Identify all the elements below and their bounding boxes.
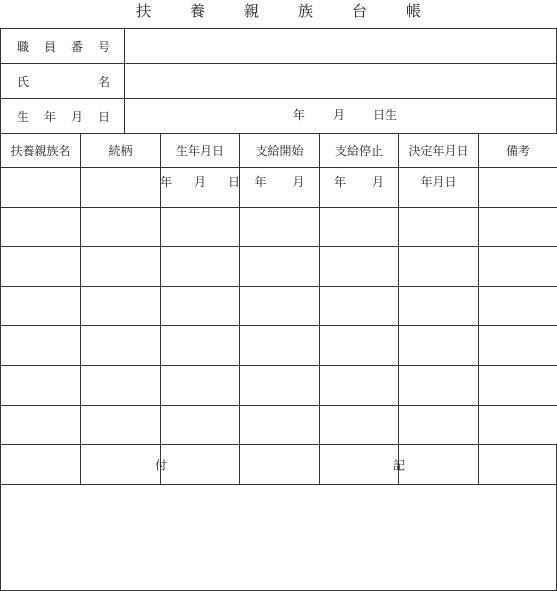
cell-payment-start[interactable]: 年 月 — [240, 168, 320, 208]
table-row — [1, 326, 557, 366]
notes-field[interactable] — [1, 485, 557, 591]
cell[interactable] — [161, 247, 240, 287]
cell[interactable] — [399, 326, 479, 366]
cell[interactable] — [1, 207, 81, 247]
birth-label: 生 年 月 日 — [1, 99, 125, 134]
cell[interactable] — [161, 207, 240, 247]
cell[interactable] — [1, 365, 81, 405]
col-remarks: 備考 — [479, 134, 557, 168]
birth-field[interactable] — [125, 99, 557, 134]
col-dependent-name: 扶養親族名 — [1, 134, 81, 168]
table-row — [1, 365, 557, 405]
cell[interactable] — [479, 365, 557, 405]
cell[interactable] — [320, 286, 399, 326]
cell[interactable] — [479, 247, 557, 287]
notes-label-left: 付 — [155, 456, 167, 473]
cell[interactable] — [479, 168, 557, 208]
cell[interactable] — [320, 365, 399, 405]
col-decision-date: 決定年月日 — [399, 134, 479, 168]
cell[interactable] — [240, 326, 320, 366]
cell[interactable] — [399, 365, 479, 405]
table-row — [1, 247, 557, 287]
notes-table — [0, 444, 557, 591]
cell[interactable] — [240, 247, 320, 287]
cell[interactable] — [1, 405, 81, 445]
cell[interactable] — [399, 405, 479, 445]
cell[interactable] — [161, 405, 240, 445]
cell[interactable] — [399, 207, 479, 247]
col-payment-start: 支給開始 — [240, 134, 320, 168]
cell-payment-stop[interactable]: 年 月 — [320, 168, 399, 208]
cell[interactable] — [161, 326, 240, 366]
cell[interactable] — [320, 207, 399, 247]
employee-no-label: 職 員 番 号 — [1, 29, 125, 64]
cell[interactable] — [161, 365, 240, 405]
cell[interactable] — [81, 207, 161, 247]
cell[interactable] — [81, 168, 161, 208]
cell[interactable] — [1, 326, 81, 366]
cell[interactable] — [240, 365, 320, 405]
cell[interactable] — [479, 286, 557, 326]
table-row — [1, 286, 557, 326]
cell[interactable] — [1, 286, 81, 326]
col-relation: 続柄 — [81, 134, 161, 168]
cell[interactable] — [81, 247, 161, 287]
cell[interactable] — [320, 405, 399, 445]
cell[interactable] — [399, 286, 479, 326]
title-char: 親 — [225, 0, 279, 21]
col-payment-stop: 支給停止 — [320, 134, 399, 168]
employee-no-row — [1, 29, 557, 64]
cell[interactable] — [1, 247, 81, 287]
title-char: 帳 — [387, 0, 441, 21]
employee-info-table — [0, 28, 557, 134]
cell[interactable] — [81, 365, 161, 405]
cell[interactable] — [479, 405, 557, 445]
title-char: 台 — [333, 0, 387, 21]
cell[interactable] — [479, 326, 557, 366]
cell[interactable] — [479, 207, 557, 247]
cell[interactable] — [240, 405, 320, 445]
cell[interactable] — [240, 286, 320, 326]
name-field[interactable] — [125, 64, 557, 99]
cell[interactable] — [399, 247, 479, 287]
cell[interactable] — [81, 405, 161, 445]
cell-decision-date[interactable]: 年月日 — [399, 168, 479, 208]
header-row — [1, 134, 557, 168]
title-char: 養 — [171, 0, 225, 21]
page-title — [0, 0, 557, 20]
title-char: 族 — [279, 0, 333, 21]
col-birthdate: 生年月日 — [161, 134, 240, 168]
name-row — [1, 64, 557, 99]
cell[interactable] — [81, 286, 161, 326]
cell[interactable] — [320, 326, 399, 366]
birth-day-unit: 日生 — [373, 106, 397, 123]
employee-no-field[interactable] — [125, 29, 557, 64]
cell-birthdate[interactable]: 年 月 日 — [161, 168, 240, 208]
cell[interactable] — [1, 168, 81, 208]
birth-row — [1, 99, 557, 134]
table-row — [1, 207, 557, 247]
cell[interactable] — [81, 326, 161, 366]
cell[interactable] — [240, 207, 320, 247]
notes-label-right: 記 — [393, 456, 405, 473]
cell[interactable] — [320, 247, 399, 287]
name-label: 氏 名 — [1, 64, 125, 99]
table-row — [1, 405, 557, 445]
notes-header-row — [1, 445, 557, 485]
birth-year-unit: 年 — [293, 106, 305, 123]
title-char: 扶 — [117, 0, 171, 21]
notes-body-row — [1, 485, 557, 591]
notes-header — [1, 445, 557, 485]
birth-month-unit: 月 — [333, 106, 345, 123]
cell[interactable] — [161, 286, 240, 326]
table-row — [1, 168, 557, 208]
dependents-table — [0, 133, 557, 485]
